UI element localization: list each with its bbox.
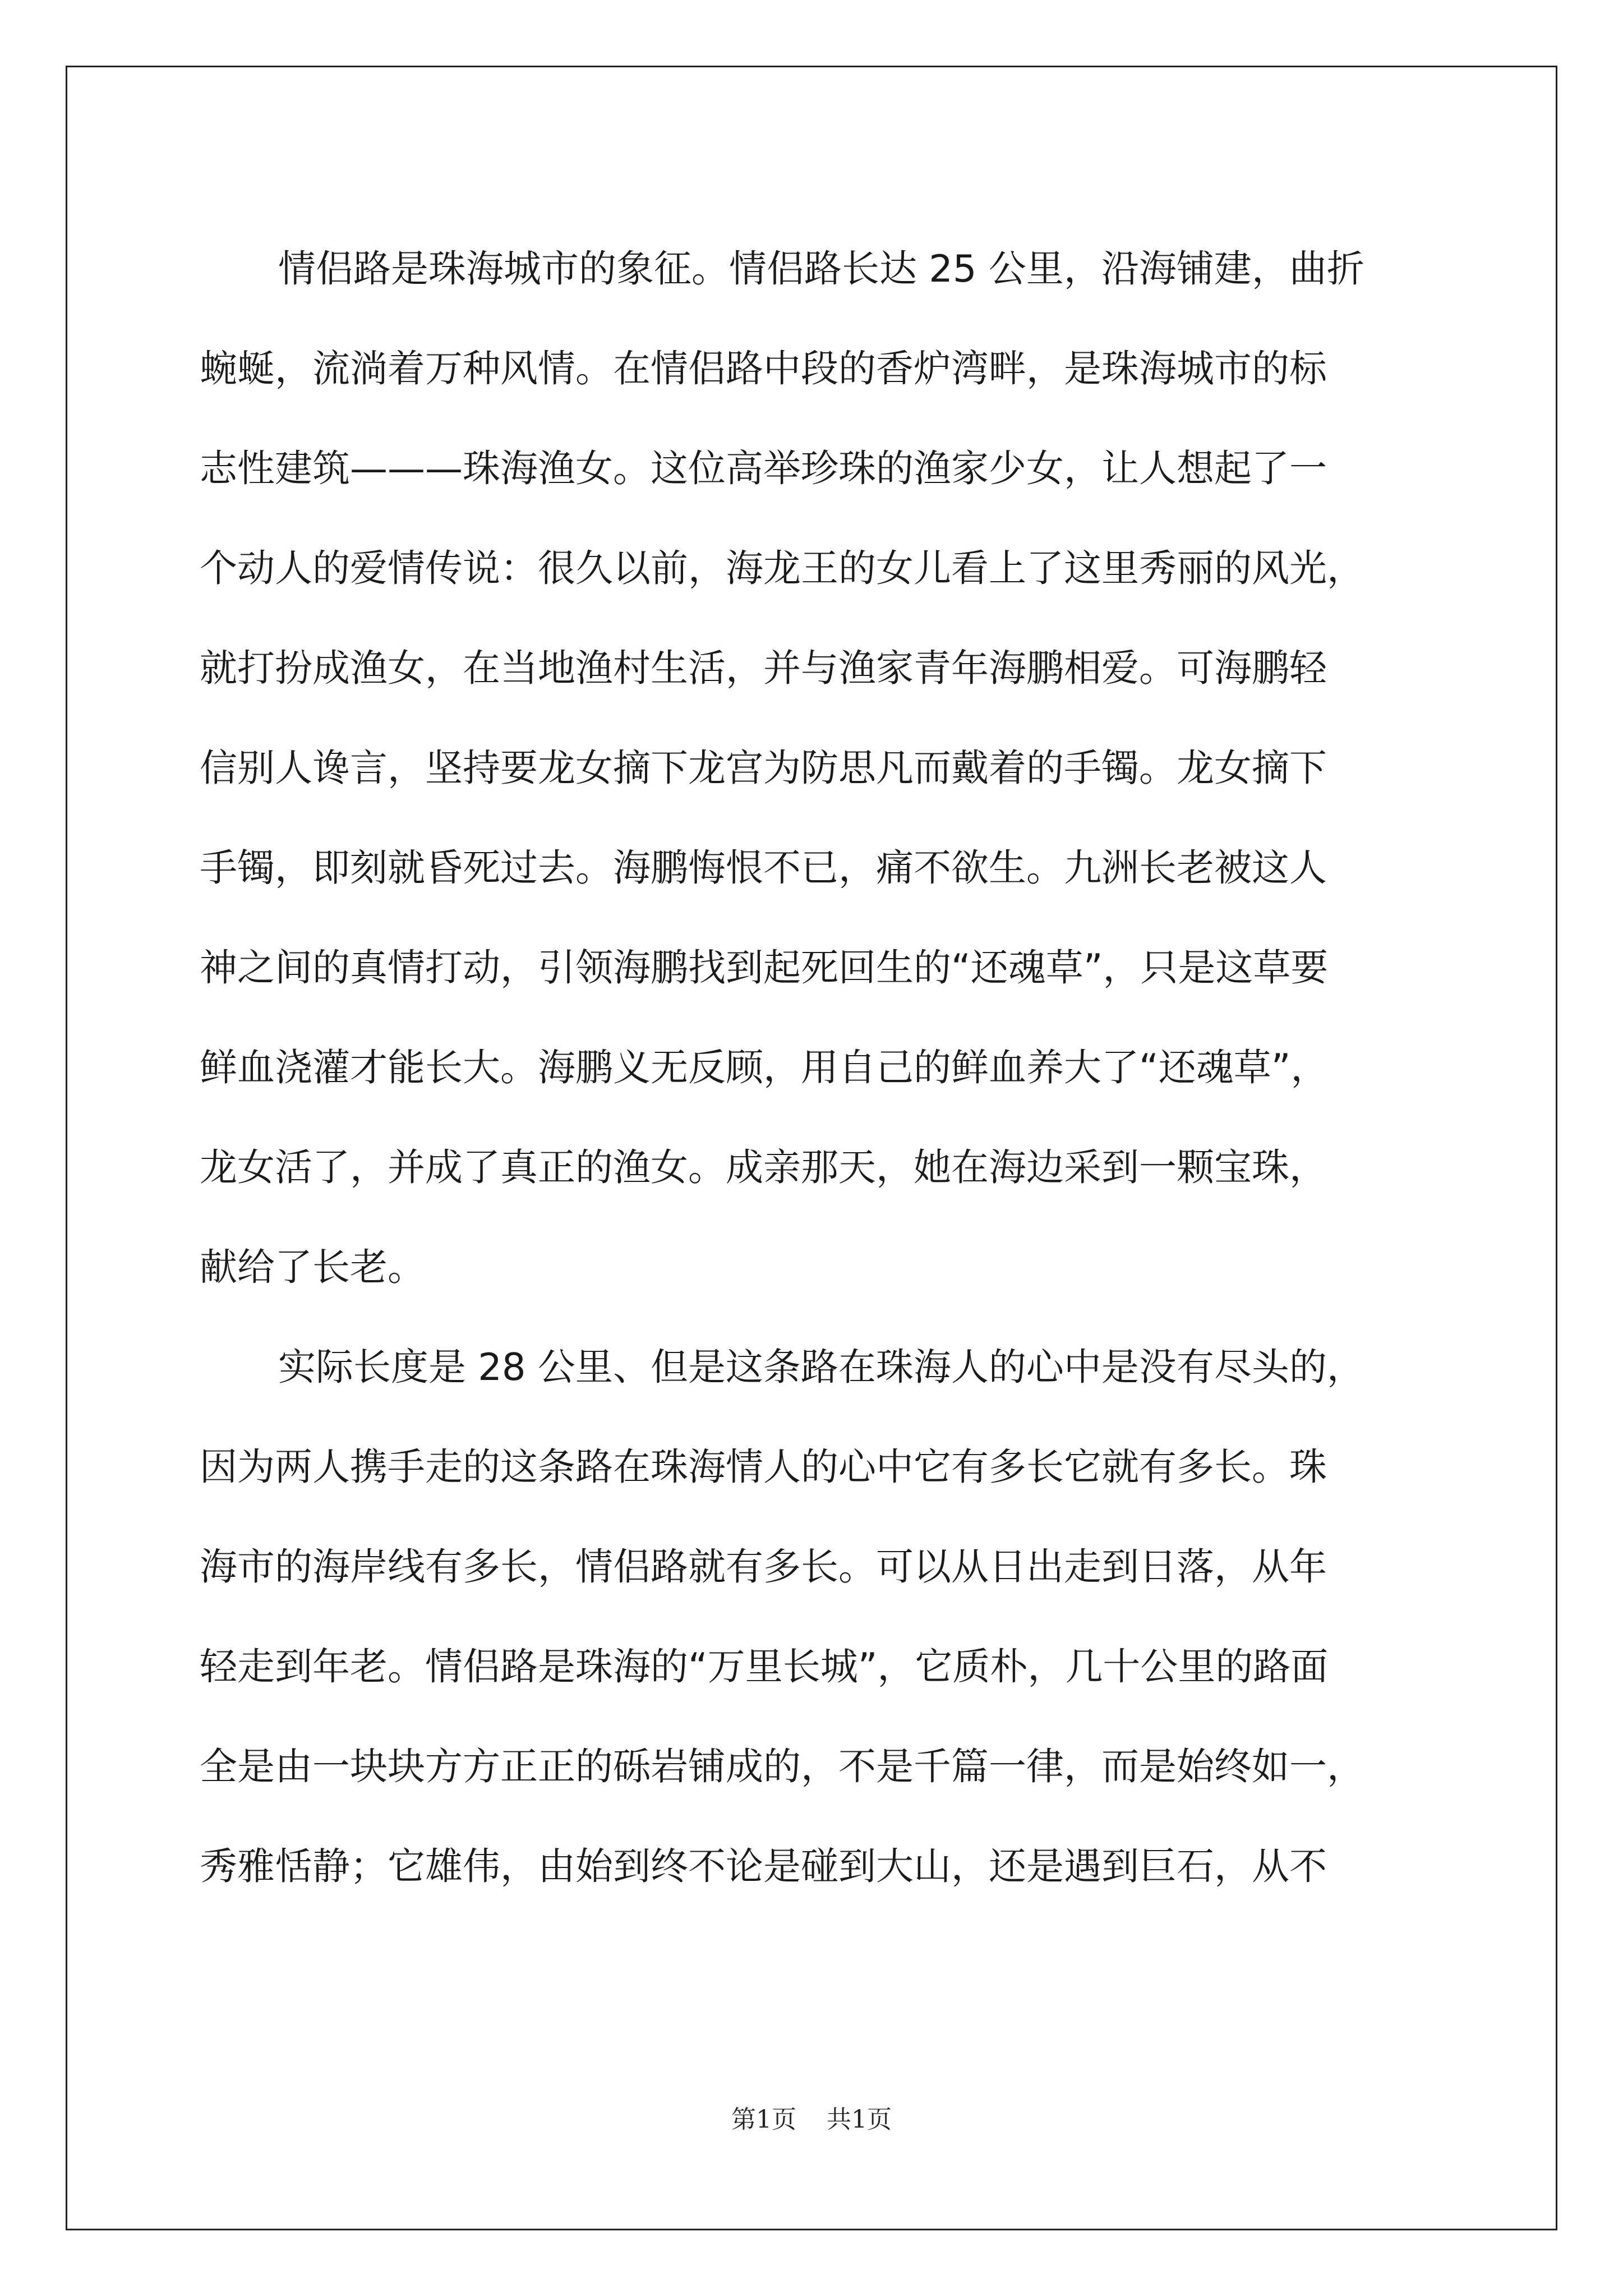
document-body xyxy=(200,216,1422,1913)
paragraph-1-line-10: 龙女活了，并成了真正的渔女。成亲那天，她在海边采到一颗宝珠， xyxy=(200,1145,1327,1189)
paragraph-1-line-7: 手镯，即刻就昏死过去。海鹏悔恨不已，痛不欲生。九洲长老被这人 xyxy=(200,846,1327,890)
paragraph-1-line-8: 神之间的真情打动，引领海鹏找到起死回生的“还魂草”，只是这草要 xyxy=(200,946,1329,990)
paragraph-1-line-6: 信别人谗言，坚持要龙女摘下龙宫为防思凡而戴着的手镯。龙女摘下 xyxy=(200,746,1327,790)
page-footer xyxy=(0,2099,1623,2135)
paragraph-2-line-1: 实际长度是 28 公里、但是这条路在珠海人的心中是没有尽头的， xyxy=(278,1345,1364,1389)
paragraph-2-line-5: 全是由一块块方方正正的砾岩铺成的，不是千篇一律，而是始终如一， xyxy=(200,1745,1364,1788)
paragraph-1-line-2: 蜿蜒，流淌着万种风情。在情侣路中段的香炉湾畔，是珠海城市的标 xyxy=(200,347,1327,390)
paragraph-2-line-6: 秀雅恬静；它雄伟，由始到终不论是碰到大山，还是遇到巨石，从不 xyxy=(200,1844,1327,1888)
paragraph-1-line-11: 献给了长老。 xyxy=(200,1245,425,1289)
paragraph-2-line-2: 因为两人携手走的这条路在珠海情人的心中它有多长它就有多长。珠 xyxy=(200,1445,1327,1489)
paragraph-1-line-4: 个动人的爱情传说：很久以前，海龙王的女儿看上了这里秀丽的风光， xyxy=(200,546,1364,590)
paragraph-1-line-1: 情侣路是珠海城市的象征。情侣路长达 25 公里，沿海铺建，曲折 xyxy=(278,247,1364,291)
paragraph-1-line-9: 鲜血浇灌才能长大。海鹏义无反顾，用自己的鲜血养大了“还魂草”， xyxy=(200,1046,1329,1089)
paragraph-1-line-3: 志性建筑———珠海渔女。这位高举珍珠的渔家少女，让人想起了一 xyxy=(200,447,1327,490)
paragraph-1-line-5: 就打扮成渔女，在当地渔村生活，并与渔家青年海鹏相爱。可海鹏轻 xyxy=(200,646,1327,690)
paragraph-2-line-4: 轻走到年老。情侣路是珠海的“万里长城”，它质朴，几十公里的路面 xyxy=(200,1645,1329,1688)
paragraph-2-line-3: 海市的海岸线有多长，情侣路就有多长。可以从日出走到日落，从年 xyxy=(200,1545,1327,1589)
page-number-total: 共1页 xyxy=(827,2105,892,2134)
page-number-current: 第1页 xyxy=(731,2105,796,2134)
